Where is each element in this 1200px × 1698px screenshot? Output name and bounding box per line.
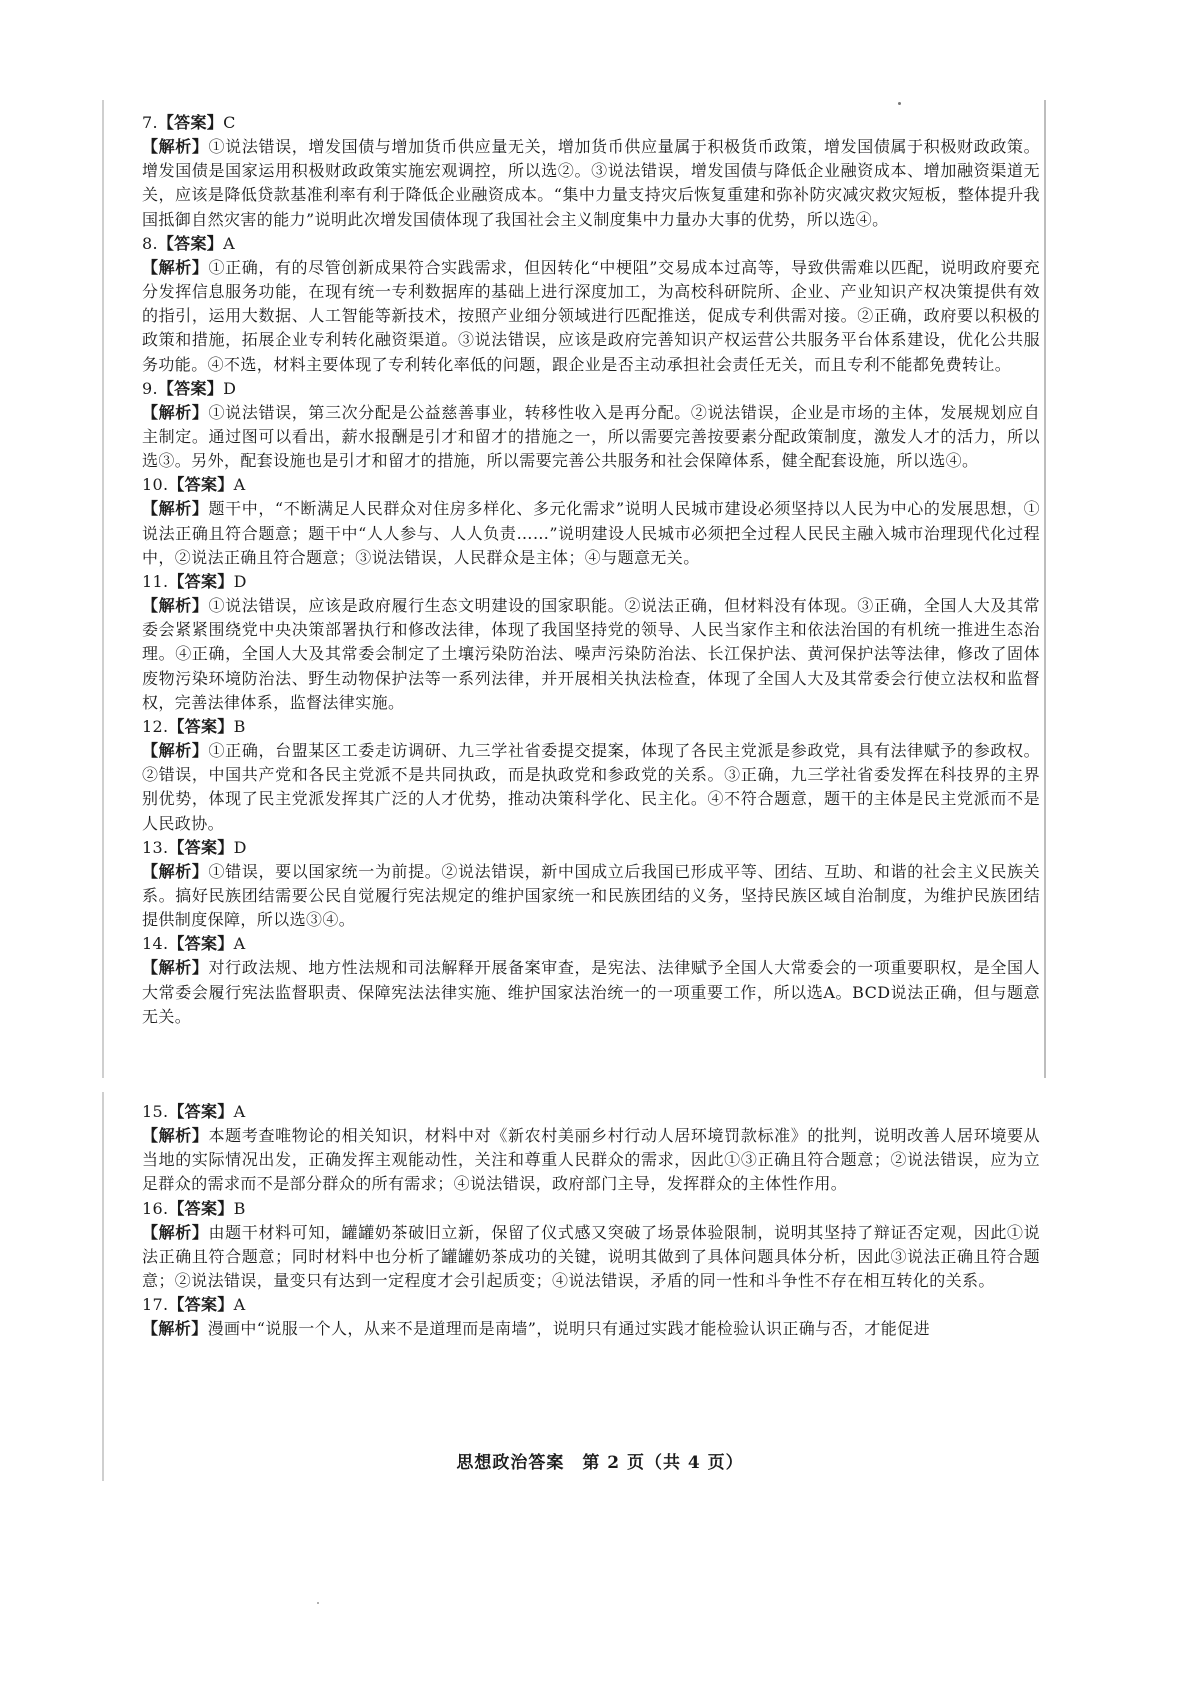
answer-line bbox=[142, 932, 1040, 956]
explanation-body: 本题考查唯物论的相关知识，材料中对《新农村美丽乡村行动人居环境罚款标准》的批判，说明改善人居环境要从当地的实际情况出发，正确发挥主观能动性，关注和尊重人民群众的需求，因此①③正确且符合题意；②说法错误，应为立足群众的需求而不是部分群众的所有需求；④说法错误，政府部门主导，发挥群众的主体性作用。 bbox=[142, 1126, 1040, 1194]
answer-tag: 【答案】 bbox=[168, 934, 234, 954]
answer-block bbox=[142, 836, 1040, 933]
answers-column-top bbox=[142, 111, 1040, 1029]
scan-speck bbox=[317, 1602, 319, 1604]
answer-tag: 【答案】 bbox=[157, 113, 224, 132]
explain-tag: 【解析】 bbox=[142, 402, 209, 422]
explain-tag: 【解析】 bbox=[142, 1222, 209, 1242]
answer-value: C bbox=[223, 113, 236, 132]
answer-block bbox=[142, 473, 1040, 570]
answer-line bbox=[142, 1100, 1040, 1124]
explanation-body: 对行政法规、地方性法规和司法解释开展备案审查，是宪法、法律赋予全国人大常委会的一项重要职权，是全国人大常委会履行宪法监督职责、保障宪法法律实施、维护国家法治统一的一项重要工作，所以选A。BCD说法正确，但与题意无关。 bbox=[142, 958, 1040, 1026]
answer-tag: 【答案】 bbox=[168, 1102, 234, 1121]
answer-block bbox=[142, 232, 1040, 377]
explanation-text bbox=[142, 594, 1040, 715]
scan-speck bbox=[898, 102, 901, 105]
explanation-text bbox=[142, 401, 1040, 474]
explanation-body: ①正确，有的尽管创新成果符合实践需求，但因转化“中梗阻”交易成本过高等，导致供需难以匹配，说明政府要充分发挥信息服务功能，在现有统一专利数据库的基础上进行深度加工，为高校科研院所、企业、产业知识产权决策提供有效的指引，运用大数据、人工智能等新技术，按照产业细分领域进行匹配推送，促成专利供需对接。②正确，政府要以积极的政策和措施，拓展企业专利转化融资渠道。③说法错误，应该是政府完善知识产权运营公共服务平台体系建设，优化公共服务功能。④不选，材料主要体现了专利转化率低的问题，跟企业是否主动承担社会责任无关，而且专利不能都免费转让。 bbox=[142, 257, 1040, 374]
explain-tag: 【解析】 bbox=[142, 1319, 208, 1339]
right-margin-rule bbox=[1044, 100, 1046, 1078]
answer-line bbox=[142, 473, 1040, 497]
question-number: 15. bbox=[142, 1102, 169, 1121]
answer-tag: 【答案】 bbox=[168, 475, 234, 495]
answer-value: B bbox=[233, 717, 246, 737]
question-number: 12. bbox=[142, 717, 169, 737]
answer-line bbox=[142, 836, 1040, 860]
explanation-body: ①错误，要以国家统一为前提。②说法错误，新中国成立后我国已形成平等、团结、互助、和谐的社会主义民族关系。搞好民族团结需要公民自觉履行宪法规定的维护国家统一和民族团结的义务，坚持民族区域自治制度，为维护民族团结提供制度保障，所以选③④。 bbox=[142, 861, 1040, 930]
explanation-body: 题干中，“不断满足人民群众对住房多样化、多元化需求”说明人民城市建设必须坚持以人民为中心的发展思想，①说法正确且符合题意；题干中“人人参与、人人负责……”说明建设人民城市必须把全过程人民民主融入城市治理现代化过程中，②说法正确且符合题意；③说法错误，人民群众是主体；④与题意无关。 bbox=[142, 499, 1040, 567]
question-number: 9. bbox=[142, 378, 158, 398]
answer-tag: 【答案】 bbox=[168, 1198, 234, 1218]
answer-line bbox=[142, 377, 1040, 401]
answers-column-bottom bbox=[142, 1100, 1040, 1341]
answer-value: A bbox=[223, 233, 235, 253]
explanation-text bbox=[142, 497, 1040, 570]
question-number: 7. bbox=[142, 113, 158, 132]
explain-tag: 【解析】 bbox=[142, 499, 209, 519]
answer-tag: 【答案】 bbox=[157, 233, 224, 253]
explanation-text bbox=[142, 739, 1040, 836]
explanation-text bbox=[142, 1317, 1040, 1341]
answer-block bbox=[142, 1197, 1040, 1294]
answer-value: A bbox=[233, 1295, 246, 1315]
answer-block bbox=[142, 111, 1040, 232]
answer-tag: 【答案】 bbox=[168, 1295, 234, 1315]
answer-block bbox=[142, 1293, 1040, 1341]
answer-block bbox=[142, 932, 1040, 1029]
answer-tag: 【答案】 bbox=[168, 717, 234, 737]
explain-tag: 【解析】 bbox=[142, 257, 209, 277]
answer-value: D bbox=[233, 837, 247, 857]
explain-tag: 【解析】 bbox=[142, 137, 209, 156]
explanation-body: ①说法错误，应该是政府履行生态文明建设的国家职能。②说法正确，但材料没有体现。③正确，全国人大及其常委会紧紧围绕党中央决策部署执行和修改法律，体现了我国坚持党的领导、人民当家作主和依法治国的有机统一推进生态治理。④正确，全国人大及其常委会制定了土壤污染防治法、噪声污染防治法、长江保护法、黄河保护法等法律，修改了固体废物污染环境防治法、野生动物保护法等一系列法律，并开展相关执法检查，体现了全国人大及其常委会行使立法权和监督权，完善法律体系，监督法律实施。 bbox=[142, 596, 1040, 712]
question-number: 16. bbox=[142, 1198, 169, 1218]
question-number: 13. bbox=[142, 837, 169, 857]
answer-tag: 【答案】 bbox=[168, 837, 234, 857]
answer-value: D bbox=[233, 572, 247, 592]
explain-tag: 【解析】 bbox=[142, 1126, 209, 1145]
answer-tag: 【答案】 bbox=[157, 378, 224, 398]
answer-block bbox=[142, 377, 1040, 474]
explanation-body: 漫画中“说服一个人，从来不是道理而是南墙”，说明只有通过实践才能检验认识正确与否，才能促进 bbox=[207, 1319, 930, 1339]
explanation-body: ①说法错误，增发国债与增加货币供应量无关，增加货币供应量属于积极货币政策，增发国债属于积极财政政策。增发国债是国家运用积极财政政策实施宏观调控，所以选②。③说法错误，增发国债与降低企业融资成本、增加融资渠道无关，应该是降低贷款基准利率有利于降低企业融资成本。“集中力量支持灾后恢复重建和弥补防灾减灾救灾短板，整体提升我国抵御自然灾害的能力”说明此次增发国债体现了我国社会主义制度集中力量办大事的优势，所以选④。 bbox=[142, 137, 1040, 229]
explain-tag: 【解析】 bbox=[142, 741, 209, 761]
answer-block bbox=[142, 1100, 1040, 1197]
answer-tag: 【答案】 bbox=[168, 572, 234, 592]
question-number: 10. bbox=[142, 475, 169, 495]
answer-value: B bbox=[233, 1198, 246, 1218]
left-margin-rule-bottom bbox=[102, 1092, 104, 1481]
answer-value: A bbox=[233, 934, 246, 954]
page-footer: 思想政治答案 第 2 页（共 4 页） bbox=[456, 1453, 744, 1473]
explanation-text bbox=[142, 135, 1040, 232]
explain-tag: 【解析】 bbox=[142, 958, 209, 978]
explain-tag: 【解析】 bbox=[142, 861, 209, 881]
explanation-body: ①说法错误，第三次分配是公益慈善事业，转移性收入是再分配。②说法错误，企业是市场的主体，发展规划应自主制定。通过图可以看出，薪水报酬是引才和留才的措施之一，所以需要完善按要素分配政策制度，激发人才的活力，所以选③。另外，配套设施也是引才和留才的措施，所以需要完善公共服务和社会保障体系，健全配套设施，所以选④。 bbox=[142, 402, 1040, 471]
answer-line bbox=[142, 570, 1040, 594]
answer-line bbox=[142, 232, 1040, 256]
answer-block bbox=[142, 570, 1040, 715]
answer-value: A bbox=[233, 1102, 246, 1121]
question-number: 8. bbox=[142, 233, 158, 253]
answer-line bbox=[142, 715, 1040, 739]
explanation-body: ①正确，台盟某区工委走访调研、九三学社省委提交提案，体现了各民主党派是参政党，具有法律赋予的参政权。②错误，中国共产党和各民主党派不是共同执政，而是执政党和参政党的关系。③正确，九三学社省委发挥在科技界的主界别优势，体现了民主党派发挥其广泛的人才优势，推动决策科学化、民主化。④不符合题意，题干的主体是民主党派而不是人民政协。 bbox=[142, 741, 1040, 833]
explanation-text bbox=[142, 1124, 1040, 1197]
explanation-text bbox=[142, 256, 1040, 377]
answer-value: A bbox=[233, 475, 246, 495]
explain-tag: 【解析】 bbox=[142, 596, 209, 616]
question-number: 17. bbox=[142, 1295, 169, 1315]
answer-line bbox=[142, 1197, 1040, 1221]
explanation-body: 由题干材料可知，罐罐奶茶破旧立新，保留了仪式感又突破了场景体验限制，说明其坚持了辩证否定观，因此①说法正确且符合题意；同时材料中也分析了罐罐奶茶成功的关键，说明其做到了具体问题具体分析，因此③说法正确且符合题意；②说法错误，量变只有达到一定程度才会引起质变；④说法错误，矛盾的同一性和斗争性不存在相互转化的关系。 bbox=[142, 1222, 1040, 1291]
left-margin-rule-top bbox=[102, 100, 104, 1078]
answer-value: D bbox=[223, 378, 237, 398]
answer-line bbox=[142, 1293, 1040, 1317]
explanation-text bbox=[142, 956, 1040, 1029]
question-number: 14. bbox=[142, 934, 169, 954]
answer-line bbox=[142, 111, 1040, 135]
answer-block bbox=[142, 715, 1040, 836]
question-number: 11. bbox=[142, 572, 169, 592]
explanation-text bbox=[142, 860, 1040, 933]
explanation-text bbox=[142, 1221, 1040, 1294]
